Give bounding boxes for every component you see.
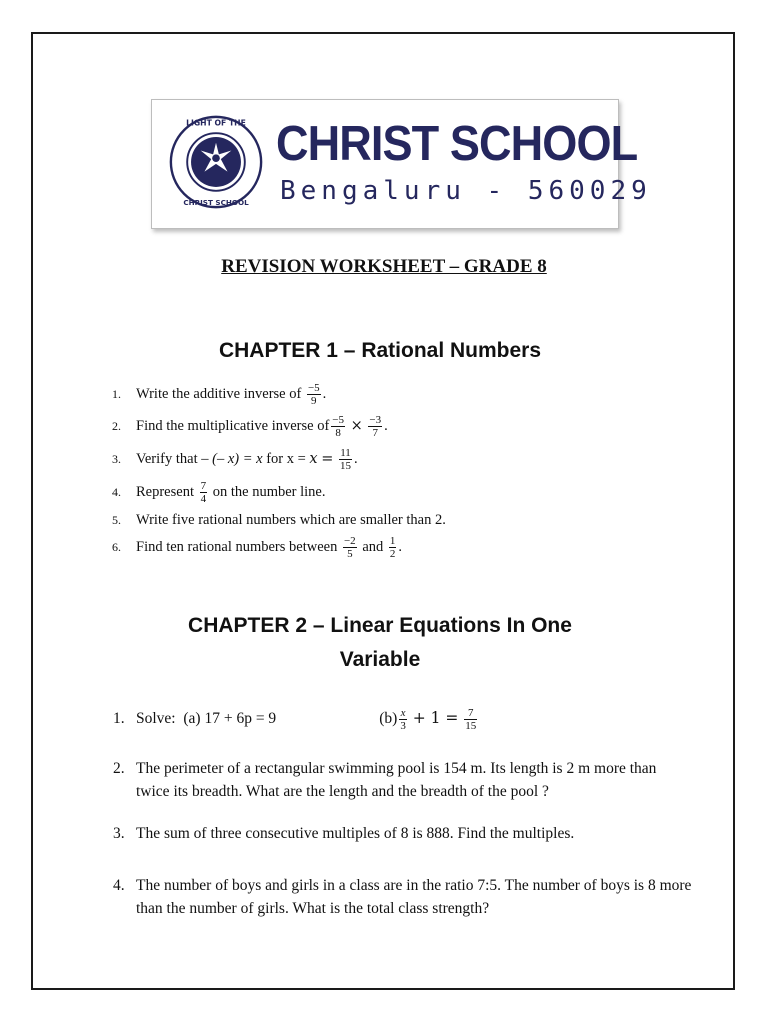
question-number: 4. [112,484,121,499]
italic-expression: (– x) = x [212,450,263,467]
denominator: 15 [465,720,477,732]
ch1-question-4 [112,480,326,505]
solve-label: Solve: [136,710,176,728]
question-number: 4. [113,877,125,894]
equals-sign: = [321,450,334,467]
numerator: −3 [369,414,382,426]
numerator: −2 [343,535,356,547]
denominator: 5 [347,548,353,560]
ch2-question-3 [113,822,693,845]
question-number: 3. [112,451,121,466]
fraction [331,414,345,439]
fraction [368,414,382,439]
numerator: 7 [464,707,477,720]
ch2-question-4 [113,874,693,920]
fraction [389,535,397,560]
variable: x [309,450,318,467]
question-text: Write five rational numbers which are smaller than 2. [136,512,446,528]
denominator: 15 [340,460,351,472]
school-city: Bengaluru - 560029 [280,176,652,206]
ch1-question-5 [112,512,446,529]
school-seal-icon [168,114,264,210]
question-text: The perimeter of a rectangular swimming pool is 154 m. Its length is 2 m more than twice its breadth. What are the length and the breadth of the pool ? [136,760,657,800]
part-b-label: (b) [379,710,398,728]
numerator: 11 [340,447,351,459]
svg-text:CHRIST SCHOOL: CHRIST SCHOOL [183,198,249,208]
question-text: Find ten rational numbers between [136,538,338,555]
question-text-end: . [384,417,388,434]
fraction [307,382,321,407]
numerator: 7 [200,480,207,492]
numerator: −5 [332,414,345,426]
question-number: 6. [112,539,121,554]
ch1-question-2 [112,414,388,439]
fraction [200,480,208,505]
denominator: 4 [200,493,207,505]
denominator: 3 [400,720,406,732]
ch1-question-3 [112,447,358,472]
question-number: 2. [112,418,121,433]
numerator: x [400,707,406,719]
chapter2-heading-line1: CHAPTER 2 – Linear Equations In One [188,614,572,637]
chapter1-heading: CHAPTER 1 – Rational Numbers [218,339,542,362]
denominator: 9 [311,395,317,407]
question-text-mid: and [362,538,384,555]
question-text: The number of boys and girls in a class are in the ratio 7:5. The number of boys is 8 more than the number of girls. What is the total class strength? [136,877,692,917]
ch2-question-2 [113,757,693,803]
question-text-end: . [322,385,327,402]
numerator: 1 [389,535,396,547]
question-text: The sum of three consecutive multiples of 8 is 888. Find the multiples. [136,825,575,842]
chapter2-heading [130,609,630,677]
school-name: CHRIST SCHOOL [276,117,638,171]
question-text: Find the multiplicative inverse of [136,417,330,434]
ch1-question-1 [112,382,326,407]
question-text-end: on the number line. [212,483,326,500]
question-text-end: . [398,538,402,555]
fraction [339,447,352,472]
svg-text:LIGHT OF THE: LIGHT OF THE [186,118,246,128]
question-text: Write the additive inverse of [136,385,302,402]
question-number: 2. [113,760,125,777]
question-text-end: . [354,450,358,467]
ch1-question-6 [112,535,402,560]
equation-a: (a) 17 + 6p = 9 [183,710,277,728]
fraction [399,707,407,732]
equation-b-mid: + 1 = [412,709,459,728]
question-number: 1. [113,710,125,727]
times-operator: × [350,417,363,434]
question-number: 5. [112,513,121,527]
denominator: 7 [372,427,379,439]
chapter2-heading-line2: Variable [339,648,421,671]
fraction [464,707,477,732]
denominator: 8 [335,427,341,439]
question-number: 1. [112,386,121,401]
denominator: 2 [389,548,396,560]
worksheet-title: REVISION WORKSHEET – GRADE 8 [221,256,547,277]
ch2-question-1 [113,707,693,732]
fraction [343,535,357,560]
question-text: Verify that – [136,450,209,467]
question-text: Represent [136,483,194,500]
numerator: −5 [307,382,320,394]
question-text-mid: for x = [266,450,306,467]
school-logo-banner [151,99,652,229]
question-number: 3. [113,825,125,842]
